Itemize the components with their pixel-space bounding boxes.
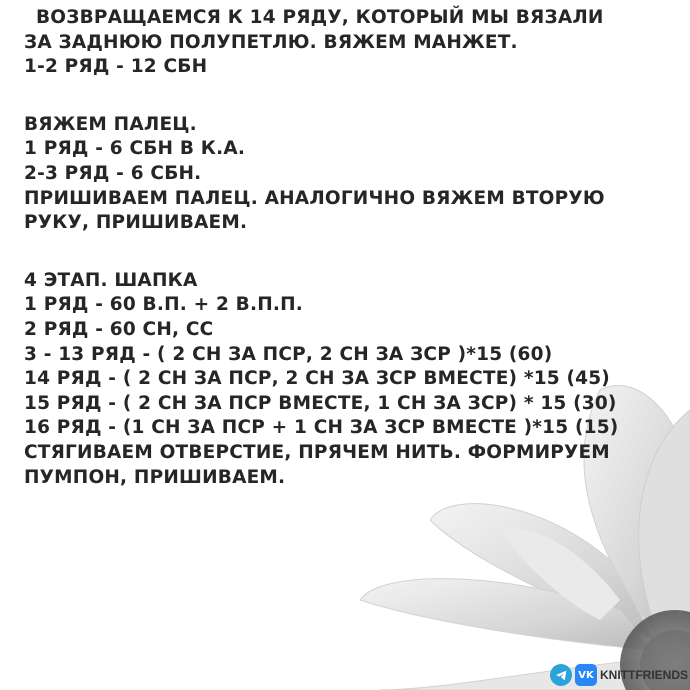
telegram-icon[interactable] [550,664,572,686]
blank-line [24,236,664,269]
instruction-line: РУКУ, ПРИШИВАЕМ. [24,212,248,234]
instruction-line: 2 РЯД - 60 СН, СС [24,318,214,340]
instruction-line: 1 РЯД - 60 В.П. + 2 В.П.П. [24,294,304,316]
instruction-line: ВОЗВРАЩАЕМСЯ К 14 РЯДУ, КОТОРЫЙ МЫ ВЯЗАЛИ [36,7,604,28]
instruction-line: 3 - 13 РЯД - ( 2 СН ЗА ПСР, 2 СН ЗА ЗСР )*15 (60) [24,343,553,365]
instruction-line: 16 РЯД - (1 СН ЗА ПСР + 1 СН ЗА ЗСР ВМЕСТЕ )*15 (15) [24,417,619,439]
brand-watermark [550,664,688,686]
instruction-line: 2-3 РЯД - 6 СБН. [24,162,202,184]
instruction-line: 1-2 РЯД - 12 СБН [24,56,208,78]
brand-name: KNITTFRIENDS [600,668,688,682]
instruction-line: ВЯЖЕМ ПАЛЕЦ. [24,113,197,135]
instruction-line: 1 РЯД - 6 СБН В К.А. [24,138,246,160]
instruction-line: ЗА ЗАДНЮЮ ПОЛУПЕТЛЮ. ВЯЖЕМ МАНЖЕТ. [24,31,518,53]
instruction-line: 15 РЯД - ( 2 СН ЗА ПСР ВМЕСТЕ, 1 СН ЗА ЗСР) * 15 (30) [24,392,617,414]
instruction-line: ПУМПОН, ПРИШИВАЕМ. [24,466,286,488]
instruction-line: 14 РЯД - ( 2 СН ЗА ПСР, 2 СН ЗА ЗСР ВМЕСТЕ) *15 (45) [24,368,610,390]
vk-icon[interactable]: VK [575,664,597,686]
pattern-instructions [24,6,664,490]
section-heading: 4 ЭТАП. ШАПКА [24,269,198,291]
instruction-line: СТЯГИВАЕМ ОТВЕРСТИЕ, ПРЯЧЕМ НИТЬ. ФОРМИРУЕМ [24,441,610,463]
blank-line [24,80,664,113]
instruction-line: ПРИШИВАЕМ ПАЛЕЦ. АНАЛОГИЧНО ВЯЖЕМ ВТОРУЮ [24,187,605,209]
